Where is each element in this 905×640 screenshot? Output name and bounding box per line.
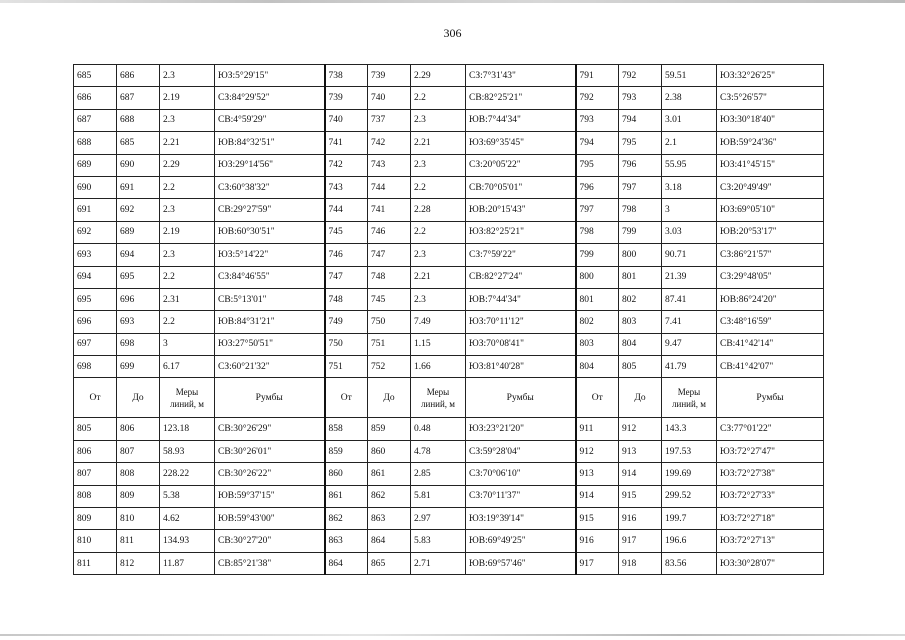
- cell-bearing: СВ:41°42'07": [717, 356, 824, 378]
- cell-from-point: 911: [576, 418, 619, 440]
- cell-from-point: 738: [325, 65, 368, 87]
- cell-to-point: 792: [619, 65, 662, 87]
- table-header-row-group: [74, 378, 824, 418]
- cell-to-point: 686: [117, 65, 160, 87]
- cell-to-point: 913: [619, 440, 662, 462]
- cell-from-point: 794: [576, 132, 619, 154]
- cell-to-point: 802: [619, 288, 662, 310]
- cell-line-length: 2.3: [160, 109, 215, 131]
- cell-to-point: 742: [368, 132, 411, 154]
- table-row: [74, 530, 824, 552]
- cell-to-point: 916: [619, 508, 662, 530]
- cell-line-length: 2.38: [662, 87, 717, 109]
- cell-from-point: 859: [325, 440, 368, 462]
- cell-bearing: СВ:82°27'24": [466, 266, 576, 288]
- cell-to-point: 809: [117, 485, 160, 507]
- header-line-length: Меры линий, м: [411, 378, 466, 418]
- table-row: [74, 221, 824, 243]
- cell-bearing: ЮЗ:69°05'10": [717, 199, 824, 221]
- cell-line-length: 2.3: [411, 244, 466, 266]
- cell-line-length: 228.22: [160, 463, 215, 485]
- cell-to-point: 692: [117, 199, 160, 221]
- cell-to-point: 688: [117, 109, 160, 131]
- cell-bearing: ЮЗ:70°08'41": [466, 333, 576, 355]
- cell-line-length: 2.2: [411, 176, 466, 198]
- cell-from-point: 796: [576, 176, 619, 198]
- cell-to-point: 918: [619, 552, 662, 574]
- cell-line-length: 2.29: [160, 154, 215, 176]
- cell-line-length: 2.2: [411, 221, 466, 243]
- cell-from-point: 693: [74, 244, 117, 266]
- cell-from-point: 801: [576, 288, 619, 310]
- cell-line-length: 134.93: [160, 530, 215, 552]
- cell-from-point: 694: [74, 266, 117, 288]
- cell-line-length: 2.21: [411, 132, 466, 154]
- cell-bearing: СЗ:7°31'43": [466, 65, 576, 87]
- cell-bearing: СЗ:70°11'37": [466, 485, 576, 507]
- table-row: [74, 244, 824, 266]
- cell-bearing: СЗ:20°05'22": [466, 154, 576, 176]
- cell-to-point: 747: [368, 244, 411, 266]
- cell-to-point: 807: [117, 440, 160, 462]
- cell-bearing: ЮЗ:81°40'28": [466, 356, 576, 378]
- cell-from-point: 686: [74, 87, 117, 109]
- cell-line-length: 197.53: [662, 440, 717, 462]
- cell-line-length: 87.41: [662, 288, 717, 310]
- cell-to-point: 794: [619, 109, 662, 131]
- cell-from-point: 862: [325, 508, 368, 530]
- cell-line-length: 2.97: [411, 508, 466, 530]
- cell-line-length: 199.69: [662, 463, 717, 485]
- cell-line-length: 83.56: [662, 552, 717, 574]
- table-row: [74, 508, 824, 530]
- cell-bearing: ЮЗ:30°28'07": [717, 552, 824, 574]
- cell-from-point: 741: [325, 132, 368, 154]
- cell-from-point: 804: [576, 356, 619, 378]
- cell-to-point: 748: [368, 266, 411, 288]
- cell-from-point: 810: [74, 530, 117, 552]
- cell-to-point: 808: [117, 463, 160, 485]
- table-row: [74, 356, 824, 378]
- cell-bearing: СВ:85°21'38": [215, 552, 325, 574]
- cell-bearing: СЗ:84°46'55": [215, 266, 325, 288]
- cell-to-point: 797: [619, 176, 662, 198]
- cell-to-point: 743: [368, 154, 411, 176]
- header-from: От: [74, 378, 117, 418]
- cell-from-point: 744: [325, 199, 368, 221]
- cell-from-point: 807: [74, 463, 117, 485]
- cell-to-point: 695: [117, 266, 160, 288]
- cell-line-length: 4.62: [160, 508, 215, 530]
- cell-from-point: 739: [325, 87, 368, 109]
- cell-to-point: 810: [117, 508, 160, 530]
- cell-bearing: ЮЗ:82°25'21": [466, 221, 576, 243]
- cell-bearing: СЗ:29°48'05": [717, 266, 824, 288]
- cell-from-point: 743: [325, 176, 368, 198]
- cell-to-point: 741: [368, 199, 411, 221]
- cell-bearing: ЮВ:59°43'00": [215, 508, 325, 530]
- cell-bearing: ЮВ:7°44'34": [466, 288, 576, 310]
- cell-from-point: 917: [576, 552, 619, 574]
- cell-line-length: 2.71: [411, 552, 466, 574]
- cell-bearing: ЮЗ:69°35'45": [466, 132, 576, 154]
- cell-bearing: ЮЗ:29°14'56": [215, 154, 325, 176]
- cell-line-length: 3.18: [662, 176, 717, 198]
- cell-bearing: ЮЗ:72°27'47": [717, 440, 824, 462]
- cell-from-point: 915: [576, 508, 619, 530]
- cell-from-point: 811: [74, 552, 117, 574]
- cell-bearing: ЮЗ:23°21'20": [466, 418, 576, 440]
- page-number: 306: [443, 26, 462, 40]
- table-row: [74, 109, 824, 131]
- cell-to-point: 752: [368, 356, 411, 378]
- cell-bearing: СЗ:20°49'49": [717, 176, 824, 198]
- cell-bearing: ЮЗ:72°27'38": [717, 463, 824, 485]
- cell-to-point: 737: [368, 109, 411, 131]
- cell-bearing: ЮЗ:27°50'51": [215, 333, 325, 355]
- header-bearing: Румбы: [215, 378, 325, 418]
- cell-line-length: 2.2: [160, 176, 215, 198]
- cell-bearing: ЮВ:69°57'46": [466, 552, 576, 574]
- cell-line-length: 196.6: [662, 530, 717, 552]
- cell-bearing: ЮВ:59°24'36": [717, 132, 824, 154]
- table-header-row: [74, 378, 824, 418]
- table-row: [74, 463, 824, 485]
- cell-from-point: 749: [325, 311, 368, 333]
- cell-line-length: 7.49: [411, 311, 466, 333]
- cell-from-point: 797: [576, 199, 619, 221]
- table-row: [74, 65, 824, 87]
- cell-from-point: 808: [74, 485, 117, 507]
- cell-to-point: 859: [368, 418, 411, 440]
- cell-from-point: 912: [576, 440, 619, 462]
- table-row: [74, 485, 824, 507]
- table-row: [74, 132, 824, 154]
- cell-to-point: 914: [619, 463, 662, 485]
- scan-edge-bottom: [0, 634, 905, 636]
- cell-to-point: 745: [368, 288, 411, 310]
- cell-from-point: 809: [74, 508, 117, 530]
- cell-line-length: 21.39: [662, 266, 717, 288]
- cell-bearing: ЮВ:20°15'43": [466, 199, 576, 221]
- cell-line-length: 7.41: [662, 311, 717, 333]
- cell-line-length: 2.29: [411, 65, 466, 87]
- cell-bearing: СЗ:60°21'32": [215, 356, 325, 378]
- table-row: [74, 288, 824, 310]
- survey-points-table: [73, 64, 824, 575]
- cell-line-length: 58.93: [160, 440, 215, 462]
- cell-from-point: 863: [325, 530, 368, 552]
- cell-to-point: 691: [117, 176, 160, 198]
- cell-from-point: 690: [74, 176, 117, 198]
- cell-bearing: ЮВ:20°53'17": [717, 221, 824, 243]
- cell-bearing: СВ:30°26'01": [215, 440, 325, 462]
- cell-from-point: 802: [576, 311, 619, 333]
- cell-line-length: 2.19: [160, 87, 215, 109]
- cell-to-point: 685: [117, 132, 160, 154]
- cell-bearing: СЗ:86°21'57": [717, 244, 824, 266]
- cell-to-point: 689: [117, 221, 160, 243]
- cell-bearing: СВ:30°26'29": [215, 418, 325, 440]
- cell-line-length: 2.28: [411, 199, 466, 221]
- cell-line-length: 5.81: [411, 485, 466, 507]
- cell-line-length: 2.3: [160, 199, 215, 221]
- cell-bearing: ЮЗ:72°27'13": [717, 530, 824, 552]
- cell-line-length: 1.15: [411, 333, 466, 355]
- cell-line-length: 143.3: [662, 418, 717, 440]
- cell-bearing: ЮВ:60°30'51": [215, 221, 325, 243]
- cell-line-length: 41.79: [662, 356, 717, 378]
- cell-to-point: 694: [117, 244, 160, 266]
- cell-to-point: 912: [619, 418, 662, 440]
- cell-line-length: 11.87: [160, 552, 215, 574]
- cell-line-length: 59.51: [662, 65, 717, 87]
- cell-line-length: 3: [662, 199, 717, 221]
- cell-to-point: 693: [117, 311, 160, 333]
- header-to: До: [368, 378, 411, 418]
- table-row: [74, 199, 824, 221]
- cell-from-point: 799: [576, 244, 619, 266]
- cell-line-length: 123.18: [160, 418, 215, 440]
- cell-to-point: 795: [619, 132, 662, 154]
- cell-from-point: 745: [325, 221, 368, 243]
- header-to: До: [117, 378, 160, 418]
- cell-line-length: 2.21: [411, 266, 466, 288]
- cell-line-length: 299.52: [662, 485, 717, 507]
- cell-to-point: 800: [619, 244, 662, 266]
- cell-from-point: 746: [325, 244, 368, 266]
- cell-bearing: СЗ:77°01'22": [717, 418, 824, 440]
- cell-from-point: 685: [74, 65, 117, 87]
- cell-from-point: 687: [74, 109, 117, 131]
- cell-bearing: СЗ:84°29'52": [215, 87, 325, 109]
- cell-line-length: 2.3: [160, 244, 215, 266]
- cell-from-point: 696: [74, 311, 117, 333]
- cell-line-length: 2.31: [160, 288, 215, 310]
- cell-bearing: СЗ:60°38'32": [215, 176, 325, 198]
- table-row: [74, 418, 824, 440]
- cell-to-point: 698: [117, 333, 160, 355]
- cell-to-point: 796: [619, 154, 662, 176]
- cell-line-length: 4.78: [411, 440, 466, 462]
- cell-bearing: СЗ:59°28'04": [466, 440, 576, 462]
- cell-from-point: 864: [325, 552, 368, 574]
- header-from: От: [325, 378, 368, 418]
- cell-from-point: 792: [576, 87, 619, 109]
- header-from: От: [576, 378, 619, 418]
- cell-bearing: ЮВ:7°44'34": [466, 109, 576, 131]
- cell-to-point: 860: [368, 440, 411, 462]
- cell-line-length: 2.3: [160, 65, 215, 87]
- cell-from-point: 806: [74, 440, 117, 462]
- cell-from-point: 860: [325, 463, 368, 485]
- table-row: [74, 87, 824, 109]
- cell-to-point: 690: [117, 154, 160, 176]
- cell-bearing: ЮЗ:5°14'22": [215, 244, 325, 266]
- cell-bearing: ЮВ:59°37'15": [215, 485, 325, 507]
- cell-from-point: 692: [74, 221, 117, 243]
- cell-bearing: ЮЗ:70°11'12": [466, 311, 576, 333]
- cell-bearing: ЮЗ:5°29'15": [215, 65, 325, 87]
- cell-to-point: 801: [619, 266, 662, 288]
- cell-from-point: 914: [576, 485, 619, 507]
- cell-from-point: 691: [74, 199, 117, 221]
- table-row: [74, 154, 824, 176]
- cell-line-length: 9.47: [662, 333, 717, 355]
- cell-line-length: 55.95: [662, 154, 717, 176]
- cell-to-point: 740: [368, 87, 411, 109]
- cell-bearing: ЮВ:84°32'51": [215, 132, 325, 154]
- cell-to-point: 812: [117, 552, 160, 574]
- cell-line-length: 3: [160, 333, 215, 355]
- cell-from-point: 750: [325, 333, 368, 355]
- cell-bearing: СВ:70°05'01": [466, 176, 576, 198]
- header-line-length: Меры линий, м: [160, 378, 215, 418]
- cell-bearing: ЮЗ:19°39'14": [466, 508, 576, 530]
- cell-line-length: 3.01: [662, 109, 717, 131]
- table-body-top: [74, 65, 824, 378]
- cell-bearing: СВ:30°26'22": [215, 463, 325, 485]
- cell-from-point: 747: [325, 266, 368, 288]
- table-row: [74, 176, 824, 198]
- cell-line-length: 3.03: [662, 221, 717, 243]
- cell-bearing: СВ:30°27'20": [215, 530, 325, 552]
- cell-bearing: ЮВ:86°24'20": [717, 288, 824, 310]
- cell-from-point: 800: [576, 266, 619, 288]
- cell-from-point: 861: [325, 485, 368, 507]
- table-body-bottom: [74, 418, 824, 575]
- table-row: [74, 552, 824, 574]
- cell-bearing: СЗ:70°06'10": [466, 463, 576, 485]
- cell-to-point: 696: [117, 288, 160, 310]
- cell-to-point: 803: [619, 311, 662, 333]
- cell-bearing: ЮВ:84°31'21": [215, 311, 325, 333]
- cell-from-point: 803: [576, 333, 619, 355]
- cell-bearing: СВ:82°25'21": [466, 87, 576, 109]
- cell-to-point: 699: [117, 356, 160, 378]
- cell-from-point: 742: [325, 154, 368, 176]
- cell-to-point: 861: [368, 463, 411, 485]
- cell-line-length: 5.83: [411, 530, 466, 552]
- cell-from-point: 795: [576, 154, 619, 176]
- cell-to-point: 751: [368, 333, 411, 355]
- scan-edge-top: [0, 0, 905, 3]
- cell-bearing: ЮЗ:72°27'33": [717, 485, 824, 507]
- cell-bearing: СЗ:5°26'57": [717, 87, 824, 109]
- cell-line-length: 2.85: [411, 463, 466, 485]
- table-row: [74, 266, 824, 288]
- cell-from-point: 805: [74, 418, 117, 440]
- cell-line-length: 2.2: [160, 311, 215, 333]
- header-bearing: Румбы: [717, 378, 824, 418]
- cell-from-point: 798: [576, 221, 619, 243]
- cell-to-point: 687: [117, 87, 160, 109]
- cell-from-point: 858: [325, 418, 368, 440]
- cell-line-length: 2.2: [160, 266, 215, 288]
- cell-from-point: 748: [325, 288, 368, 310]
- cell-bearing: СЗ:7°59'22": [466, 244, 576, 266]
- table-row: [74, 311, 824, 333]
- cell-to-point: 806: [117, 418, 160, 440]
- cell-from-point: 791: [576, 65, 619, 87]
- cell-line-length: 2.21: [160, 132, 215, 154]
- cell-from-point: 688: [74, 132, 117, 154]
- cell-to-point: 865: [368, 552, 411, 574]
- cell-to-point: 805: [619, 356, 662, 378]
- table-row: [74, 333, 824, 355]
- cell-from-point: 913: [576, 463, 619, 485]
- cell-to-point: 798: [619, 199, 662, 221]
- cell-to-point: 804: [619, 333, 662, 355]
- cell-to-point: 746: [368, 221, 411, 243]
- cell-bearing: СВ:41°42'14": [717, 333, 824, 355]
- cell-from-point: 916: [576, 530, 619, 552]
- cell-bearing: СВ:29°27'59": [215, 199, 325, 221]
- cell-line-length: 90.71: [662, 244, 717, 266]
- cell-bearing: ЮЗ:32°26'25": [717, 65, 824, 87]
- cell-bearing: ЮВ:69°49'25": [466, 530, 576, 552]
- header-line-length: Меры линий, м: [662, 378, 717, 418]
- cell-from-point: 689: [74, 154, 117, 176]
- cell-to-point: 864: [368, 530, 411, 552]
- cell-from-point: 751: [325, 356, 368, 378]
- cell-line-length: 199.7: [662, 508, 717, 530]
- header-bearing: Румбы: [466, 378, 576, 418]
- cell-to-point: 811: [117, 530, 160, 552]
- cell-line-length: 6.17: [160, 356, 215, 378]
- cell-to-point: 862: [368, 485, 411, 507]
- cell-to-point: 799: [619, 221, 662, 243]
- cell-from-point: 697: [74, 333, 117, 355]
- cell-line-length: 2.19: [160, 221, 215, 243]
- cell-bearing: СВ:4°59'29": [215, 109, 325, 131]
- cell-from-point: 740: [325, 109, 368, 131]
- cell-line-length: 2.3: [411, 109, 466, 131]
- cell-bearing: СЗ:48°16'59": [717, 311, 824, 333]
- cell-bearing: ЮЗ:72°27'18": [717, 508, 824, 530]
- cell-to-point: 917: [619, 530, 662, 552]
- cell-to-point: 915: [619, 485, 662, 507]
- cell-line-length: 5.38: [160, 485, 215, 507]
- cell-to-point: 739: [368, 65, 411, 87]
- cell-bearing: ЮЗ:30°18'40": [717, 109, 824, 131]
- cell-from-point: 698: [74, 356, 117, 378]
- cell-bearing: СВ:5°13'01": [215, 288, 325, 310]
- cell-line-length: 2.3: [411, 154, 466, 176]
- table-row: [74, 440, 824, 462]
- cell-line-length: 2.3: [411, 288, 466, 310]
- cell-to-point: 750: [368, 311, 411, 333]
- cell-from-point: 793: [576, 109, 619, 131]
- cell-to-point: 793: [619, 87, 662, 109]
- cell-line-length: 1.66: [411, 356, 466, 378]
- cell-line-length: 2.1: [662, 132, 717, 154]
- header-to: До: [619, 378, 662, 418]
- cell-to-point: 744: [368, 176, 411, 198]
- cell-line-length: 2.2: [411, 87, 466, 109]
- cell-from-point: 695: [74, 288, 117, 310]
- cell-to-point: 863: [368, 508, 411, 530]
- cell-line-length: 0.48: [411, 418, 466, 440]
- cell-bearing: ЮЗ:41°45'15": [717, 154, 824, 176]
